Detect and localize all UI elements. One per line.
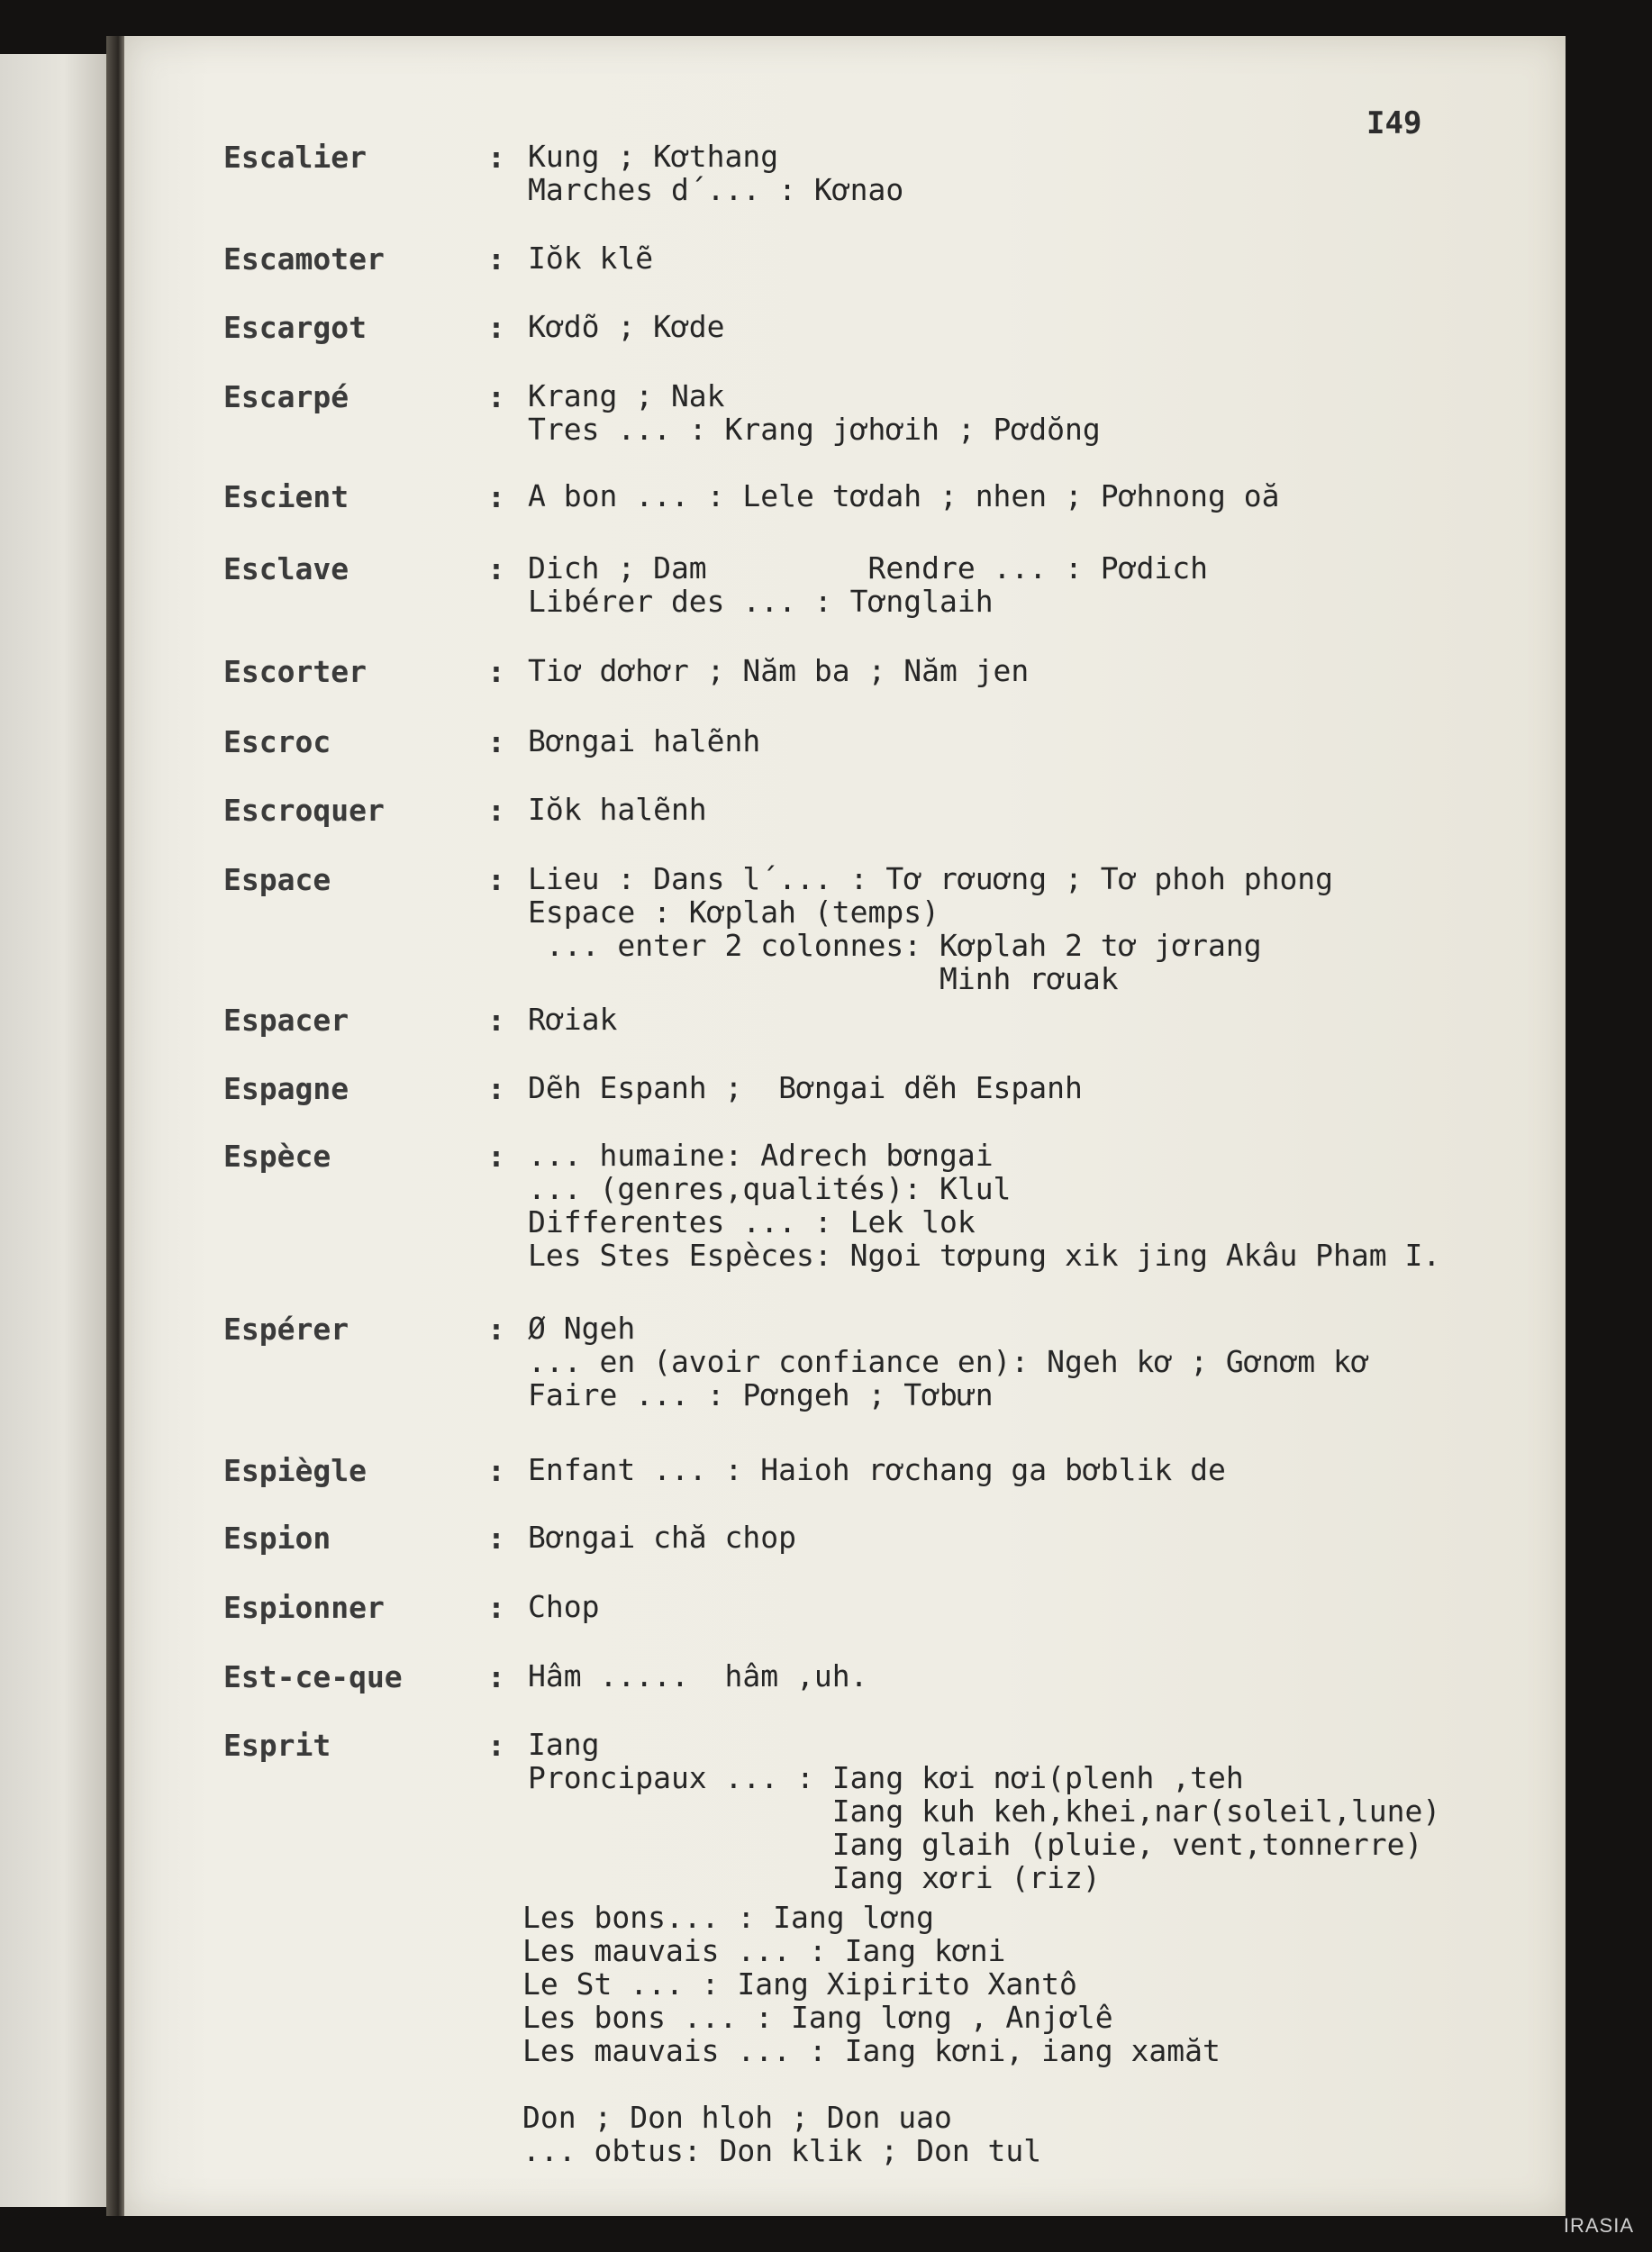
definition-line: Iang xơri (riz) (528, 1860, 1101, 1895)
entry-headword: Escroc (223, 724, 331, 759)
entry-definition (528, 724, 760, 758)
definition-line: Enfant ... : Haioh rơchang ga bơblik de (528, 1452, 1226, 1487)
esprit-continuation (522, 1901, 1221, 2167)
entry-colon: : (487, 1003, 505, 1038)
entry-colon: : (487, 310, 505, 345)
definition-line (522, 2067, 1221, 2101)
definition-line: Dẽh Espanh ; Bơngai dẽh Espanh (528, 1070, 1083, 1105)
definition-line: Espace : Kơplah (temps) (528, 894, 939, 930)
definition-line: Bơngai chă chop (528, 1520, 797, 1555)
definition-line: Le St ... : Iang Xipirito Xantô (522, 1966, 1077, 2002)
entry-definition (528, 1728, 1440, 1894)
book-gutter (106, 36, 126, 2216)
definition-line: Differentes ... : Lek lok (528, 1204, 976, 1240)
entry-headword: Espiègle (223, 1453, 367, 1488)
entry-colon: : (487, 1071, 505, 1106)
entry-headword: Escient (223, 479, 349, 514)
entry-colon: : (487, 1659, 505, 1694)
entry-definition (528, 140, 903, 206)
entry-colon: : (487, 551, 505, 586)
entry-colon: : (487, 793, 505, 828)
definition-line: Minh rơuak (528, 961, 1119, 996)
entry-headword: Espèce (223, 1139, 331, 1174)
left-page-edge (0, 54, 106, 2207)
definition-line: Iang kuh keh,khei,nar(soleil,lune) (528, 1793, 1441, 1829)
definition-line: Les mauvais ... : Iang kơni, iang xamăt (522, 2033, 1221, 2068)
entry-colon: : (487, 241, 505, 277)
definition-line: ... (genres,qualités): Klul (528, 1171, 1012, 1206)
definition-line: Dich ; Dam Rendre ... : Pơdich (528, 550, 1208, 586)
entry-definition (528, 793, 707, 826)
entry-definition (528, 1590, 599, 1623)
definition-line: Libérer des ... : Tơnglaih (528, 584, 994, 619)
entry-colon: : (487, 140, 505, 175)
entry-colon: : (487, 1139, 505, 1174)
definition-line: ... obtus: Don klik ; Don tul (522, 2133, 1042, 2168)
definition-line: Tres ... : Krang jơhơih ; Pơdŏng (528, 412, 1101, 447)
page-number: I49 (1366, 105, 1422, 141)
entry-colon: : (487, 379, 505, 414)
definition-line: Kơdõ ; Kơde (528, 309, 725, 344)
definition-line: Iang (528, 1727, 600, 1762)
entry-definition (528, 551, 1208, 618)
entry-definition (528, 1659, 868, 1693)
entry-definition (528, 1003, 617, 1036)
entry-headword: Esclave (223, 551, 349, 586)
definition-line: Don ; Don hloh ; Don uao (522, 2100, 952, 2135)
entry-definition (528, 379, 1101, 446)
entry-headword: Espionner (223, 1590, 385, 1625)
definition-line: Krang ; Nak (528, 378, 725, 413)
entry-colon: : (487, 724, 505, 759)
definition-line: A bon ... : Lele tơdah ; nhen ; Pơhnong oă (528, 478, 1280, 513)
entry-headword: Est-ce-que (223, 1659, 403, 1694)
definition-line: Rơiak (528, 1002, 618, 1037)
entry-definition (528, 654, 1029, 687)
entry-definition (528, 862, 1333, 995)
definition-line: Bơngai halẽnh (528, 723, 761, 758)
entry-colon: : (487, 1590, 505, 1625)
entry-headword: Espérer (223, 1312, 349, 1347)
entry-headword: Escroquer (223, 793, 385, 828)
definition-line: Faire ... : Pơngeh ; Tơbưn (528, 1377, 994, 1412)
entry-colon: : (487, 479, 505, 514)
entry-headword: Esprit (223, 1728, 331, 1763)
entry-headword: Espagne (223, 1071, 349, 1106)
entry-definition (528, 1312, 1369, 1412)
definition-line: Les mauvais ... : Iang kơni (522, 1933, 1006, 1968)
definition-line: Kung ; Kơthang (528, 139, 779, 174)
definition-line: Marches d´... : Kơnao (528, 172, 904, 207)
definition-line: Ø Ngeh (528, 1311, 636, 1346)
entry-definition (528, 479, 1279, 513)
entry-colon: : (487, 654, 505, 689)
definition-line: Iŏk halẽnh (528, 792, 707, 827)
definition-line: ... en (avoir confiance en): Ngeh kơ ; Gơnơm kơ (528, 1344, 1369, 1379)
watermark: IRASIA (1563, 2214, 1634, 2237)
entry-definition (528, 1453, 1226, 1486)
entry-colon: : (487, 1453, 505, 1488)
definition-line: Iang glaih (pluie, vent,tonnerre) (528, 1827, 1423, 1862)
definition-line: Hâm ..... hâm ,uh. (528, 1658, 868, 1694)
definition-line: Les bons... : Iang lơng (522, 1900, 934, 1935)
definition-line: ... humaine: Adrech bơngai (528, 1138, 994, 1173)
entry-definition (528, 241, 653, 275)
definition-line: Les bons ... : Iang lơng , Anjơlê (522, 2000, 1113, 2035)
entry-definition (528, 1139, 1440, 1272)
definition-line: ... enter 2 colonnes: Kơplah 2 tơ jơrang (528, 928, 1262, 963)
entry-definition (528, 310, 725, 343)
definition-line: Lieu : Dans l´... : Tơ rơuơng ; Tơ phoh phong (528, 861, 1334, 896)
entry-colon: : (487, 1521, 505, 1556)
entry-headword: Escargot (223, 310, 367, 345)
entry-headword: Espace (223, 862, 331, 897)
definition-line: Chop (528, 1589, 600, 1624)
entry-colon: : (487, 1728, 505, 1763)
entry-colon: : (487, 1312, 505, 1347)
definition-line: Les Stes Espèces: Ngoi tơpung xik jing Akâu Pham I. (528, 1238, 1441, 1273)
entry-headword: Espacer (223, 1003, 349, 1038)
entry-colon: : (487, 862, 505, 897)
entry-headword: Espion (223, 1521, 331, 1556)
entry-headword: Escamoter (223, 241, 385, 277)
entry-headword: Escorter (223, 654, 367, 689)
entry-definition (528, 1071, 1083, 1104)
entry-definition (528, 1521, 796, 1554)
entry-headword: Escarpé (223, 379, 349, 414)
entry-headword: Escalier (223, 140, 367, 175)
definition-line: Tiơ dơhơr ; Năm ba ; Năm jen (528, 653, 1030, 688)
definition-line: Proncipaux ... : Iang kơi nơi(plenh ,teh (528, 1760, 1244, 1795)
definition-line: Iŏk klẽ (528, 241, 654, 276)
